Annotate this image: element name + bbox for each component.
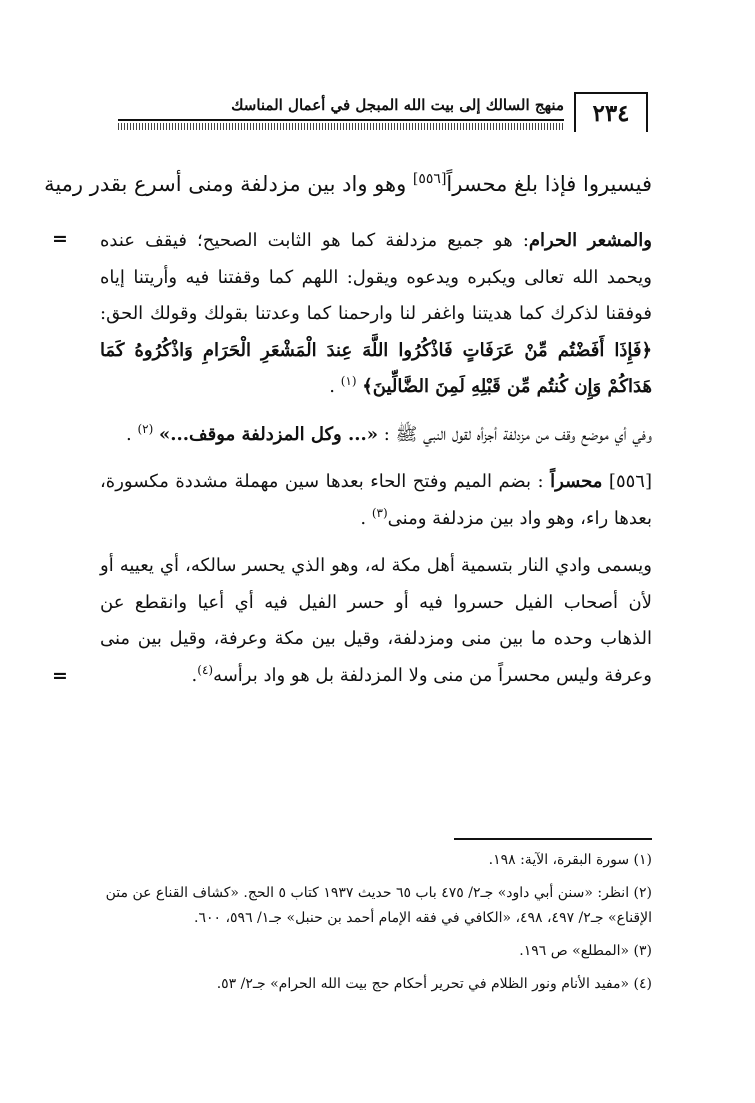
main-text-ref: [٥٥٦] [412, 171, 447, 187]
header-ornament [118, 123, 564, 130]
sentence-end: . [125, 423, 132, 445]
page-header [118, 92, 648, 132]
term-mash-ar: والمشعر الحرام [528, 230, 652, 251]
commentary-wadi-nar-text: ويسمى وادي النار بتسمية أهل مكة له، وهو الذي يحسر سالكه، أي يعييه أو لأن أصحاب الفيل حسروا فيه أو حسر الفيل فيه أي أعيا وانقطع عن الذهاب وحده ما بين منى ومزدلفة، وقيل بين مكة وعرفة، وقيل بين منى وعرفة وليس محسراً من منى ولا المزدلفة بل هو واد برأسه [100, 555, 652, 686]
footnotes [100, 838, 652, 1005]
term-muhassir: محسراً [550, 471, 603, 492]
continuation-marker-start: = [52, 228, 68, 250]
commentary-wuquf [100, 417, 652, 454]
commentary-ref: [٥٥٦] [608, 471, 652, 492]
commentary-muhassir-text: : بضم الميم وفتح الحاء بعدها سين مهملة مشددة مكسورة، بعدها راء، وهو واد بين مزدلفة ومنى [100, 471, 652, 529]
footnote-ref-3: (٣) [371, 505, 388, 520]
sentence-end: . [360, 507, 367, 529]
footnote-ref-1: (١) [340, 374, 357, 388]
footnote-ref-4: (٤) [197, 662, 214, 677]
footnote-1: (١) سورة البقرة، الآية: ١٩٨. [488, 851, 652, 868]
footnote-2: (٢) انظر: «سنن أبي داود» جـ٢/ ٤٧٥ باب ٦٥ حديث ١٩٣٧ كتاب ٥ الحج. «كشاف القناع عن متن الإقناع» جـ٢/ ٤٩٧، ٤٩٨، «الكافي في فقه الإمام أحمد بن حنبل» جـ١/ ٥٩٦، ٦٠٠. [105, 884, 652, 926]
footnote-ref-2: (٢) [137, 421, 154, 436]
page-body [44, 165, 652, 705]
commentary-wadi-nar [52, 548, 652, 694]
main-text-before: فيسيروا فإذا بلغ محسراً [446, 172, 652, 196]
page-number: ٢٣٤ [574, 92, 648, 132]
footnote-4: (٤) «مفيد الأنام ونور الظلام في تحرير أحكام حج بيت الله الحرام» جـ٢/ ٥٣. [216, 975, 652, 992]
main-text-after: وهو واد بين مزدلفة ومنى أسرع بقدر رمية [44, 172, 407, 196]
main-text-line [44, 165, 652, 203]
quran-verse: ﴿فَإِذَا أَفَضْتُم مِّنْ عَرَفَاتٍ فَاذْكُرُوا اللَّهَ عِندَ الْمَشْعَرِ الْحَرَامِ وَاذْكُرُوهُ كَمَا هَدَاكُمْ وَإِن كُنتُم مِّن قَبْلِهِ لَمِنَ الضَّالِّينَ﴾ [100, 339, 652, 397]
commentary-muhassir [100, 464, 652, 537]
header-rule [118, 119, 564, 121]
sentence-end: . [329, 376, 335, 397]
sentence-end: . [191, 664, 198, 686]
commentary-mash-ar-text: : هو جميع مزدلفة كما هو الثابت الصحيح؛ فيقف عنده ويحمد الله تعالى ويكبره ويدعوه ويقول: اللهم كما وقفتنا فيه وأريتنا إياه فوفقنا لذكرك كما هديتنا واغفر لنا وارحمنا كما وعدتنا بقولك وقولك الحق: [100, 230, 652, 324]
commentary-wuquf-text: وفي أي موضع وقف من مزدلفة أجزأه لقول النبي ﷺ : [383, 423, 652, 445]
footnote-3: (٣) «المطلع» ص ١٩٦. [519, 942, 652, 959]
commentary-mash-ar [52, 223, 652, 406]
hadith-quote: «... وكل المزدلفة موقف...» [159, 423, 379, 445]
continuation-marker-end: = [52, 664, 68, 687]
footnote-rule [454, 838, 652, 840]
running-title: منهج السالك إلى بيت الله المبجل في أعمال المناسك [231, 96, 564, 114]
